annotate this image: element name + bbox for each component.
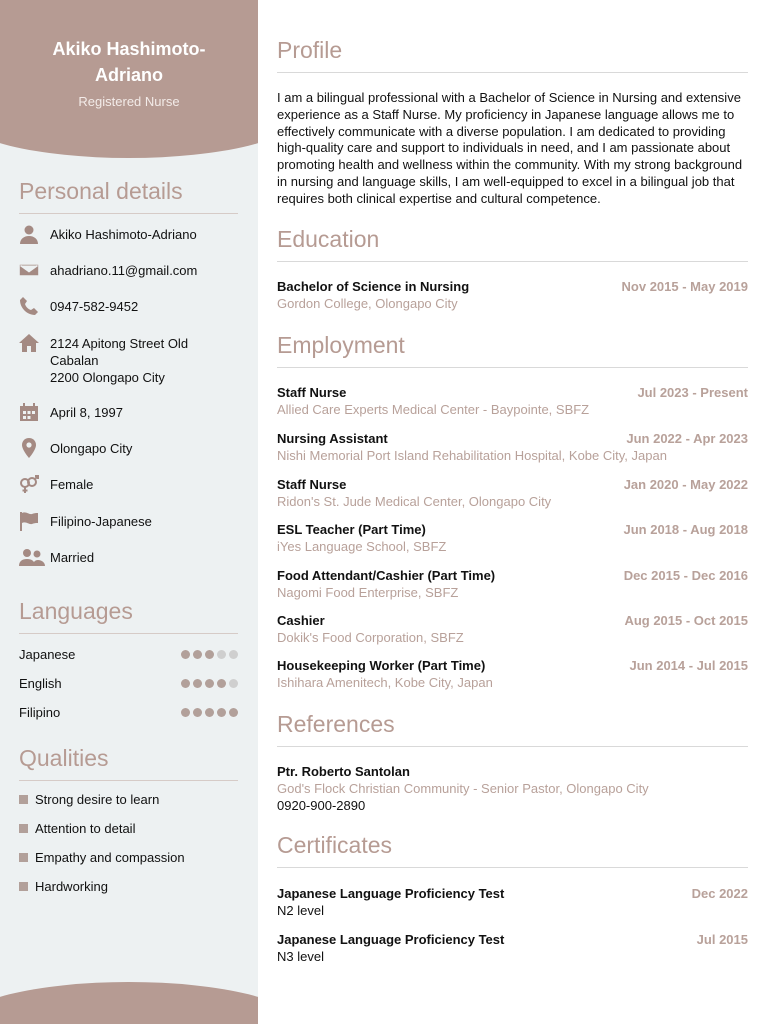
quality-item	[19, 821, 135, 836]
quality-text: Attention to detail	[35, 821, 136, 836]
references-title: References	[277, 711, 748, 747]
certificate-entry	[277, 932, 748, 964]
level-dot-filled	[181, 679, 190, 688]
square-bullet-icon	[19, 824, 28, 833]
level-dot-filled	[205, 708, 214, 717]
detail-nationality	[19, 511, 238, 531]
phone-icon	[19, 296, 39, 316]
entry-title: Housekeeping Worker (Part Time)	[277, 658, 486, 673]
personal-details-list	[19, 224, 238, 574]
entry-employer: Dokik's Food Corporation, SBFZ	[277, 630, 464, 645]
certificate-entry	[277, 886, 748, 918]
level-dot-filled	[181, 708, 190, 717]
language-row	[19, 674, 238, 692]
detail-text: April 8, 1997	[50, 405, 123, 420]
address-text	[50, 333, 238, 386]
qualities-section	[19, 745, 238, 781]
qualities-title: Qualities	[19, 745, 238, 781]
square-bullet-icon	[19, 795, 28, 804]
level-dot-filled	[193, 650, 202, 659]
employment-entry	[277, 522, 748, 554]
language-row	[19, 645, 238, 663]
detail-civil-status	[19, 547, 238, 567]
quality-text: Empathy and compassion	[35, 850, 185, 865]
entry-date: Aug 2015 - Oct 2015	[624, 613, 748, 628]
entry-title: Staff Nurse	[277, 477, 347, 492]
person-icon	[19, 224, 39, 244]
entry-institution: Gordon College, Olongapo City	[277, 296, 458, 311]
profile-title: Profile	[277, 37, 748, 73]
entry-employer: Nishi Memorial Port Island Rehabilitation Hospital, Kobe City, Japan	[277, 448, 667, 463]
reference-entry	[277, 764, 748, 813]
entry-date: Jun 2022 - Apr 2023	[626, 431, 748, 446]
language-level	[181, 708, 238, 717]
languages-title: Languages	[19, 598, 238, 634]
entry-employer: Allied Care Experts Medical Center - Baypointe, SBFZ	[277, 402, 590, 417]
sidebar	[0, 0, 258, 1024]
level-dot-filled	[193, 708, 202, 717]
quality-text: Hardworking	[35, 879, 108, 894]
home-icon	[19, 333, 39, 353]
detail-email	[19, 260, 238, 280]
flag-icon	[19, 511, 39, 531]
language-level	[181, 679, 238, 688]
entry-employer: Ridon's St. Jude Medical Center, Olongapo City	[277, 494, 552, 509]
entry-employer: iYes Language School, SBFZ	[277, 539, 447, 554]
employment-title: Employment	[277, 332, 748, 368]
entry-date: Jun 2018 - Aug 2018	[623, 522, 748, 537]
entry-title: Cashier	[277, 613, 325, 628]
entry-date: Nov 2015 - May 2019	[621, 279, 748, 294]
level-dot-filled	[193, 679, 202, 688]
employment-entry	[277, 658, 748, 690]
main-content	[277, 0, 748, 1024]
language-name: Japanese	[19, 646, 76, 662]
level-dot-filled	[205, 679, 214, 688]
profile-text: I am a bilingual professional with a Bachelor of Science in Nursing and extensive experience as a Staff Nurse. My proficiency in Japanese language allows me to effectively communicate with a diverse population. I am dedicated to providing high-quality care and support to individuals in need, and I am passionate about promoting health and wellness within the community. With my strong background in nursing and language skills, I am well-equipped to excel in a bilingual job that requires both clinical expertise and cultural competence.	[277, 90, 743, 206]
detail-phone	[19, 296, 238, 316]
entry-date: Dec 2022	[691, 886, 748, 901]
language-level	[181, 650, 238, 659]
employment-entry	[277, 613, 748, 645]
detail-text: Female	[50, 477, 94, 492]
envelope-icon	[19, 260, 39, 280]
detail-birthdate	[19, 402, 238, 422]
personal-details-title: Personal details	[19, 178, 238, 214]
entry-title: Bachelor of Science in Nursing	[277, 279, 470, 294]
quality-text: Strong desire to learn	[35, 792, 160, 807]
level-dot-filled	[205, 650, 214, 659]
employment-entry	[277, 385, 748, 417]
quality-item	[19, 792, 159, 807]
certificate-detail: N3 level	[277, 949, 324, 964]
personal-details-section	[19, 178, 238, 214]
languages-list	[19, 645, 238, 735]
languages-section	[19, 598, 238, 634]
education-title: Education	[277, 226, 748, 262]
detail-name	[19, 224, 238, 244]
detail-text: ahadriano.11@gmail.com	[50, 263, 198, 278]
sidebar-footer-band	[0, 982, 258, 1024]
entry-date: Jan 2020 - May 2022	[623, 477, 748, 492]
level-dot-filled	[229, 708, 238, 717]
level-dot-filled	[217, 679, 226, 688]
language-row	[19, 703, 238, 721]
reference-position: God's Flock Christian Community - Senior Pastor, Olongapo City	[277, 781, 649, 796]
employment-entry	[277, 477, 748, 509]
level-dot-empty	[217, 650, 226, 659]
education-entry	[277, 279, 748, 311]
couple-icon	[19, 547, 45, 567]
calendar-icon	[19, 402, 39, 422]
entry-title: Nursing Assistant	[277, 431, 388, 446]
detail-text: 0947-582-9452	[50, 299, 139, 314]
level-dot-filled	[217, 708, 226, 717]
entry-title: Staff Nurse	[277, 385, 347, 400]
detail-gender	[19, 474, 238, 494]
entry-employer: Nagomi Food Enterprise, SBFZ	[277, 585, 459, 600]
employment-entry	[277, 568, 748, 600]
entry-title: Japanese Language Proficiency Test	[277, 886, 505, 901]
quality-item	[19, 879, 108, 894]
level-dot-filled	[181, 650, 190, 659]
detail-city	[19, 438, 238, 458]
entry-date: Jul 2015	[696, 932, 748, 947]
certificates-title: Certificates	[277, 832, 748, 868]
language-name: English	[19, 675, 62, 691]
location-pin-icon	[19, 438, 39, 458]
detail-text: Filipino-Japanese	[50, 514, 152, 529]
detail-address	[19, 333, 238, 386]
reference-contact: 0920-900-2890	[277, 798, 366, 813]
square-bullet-icon	[19, 882, 28, 891]
entry-title: ESL Teacher (Part Time)	[277, 522, 426, 537]
reference-name: Ptr. Roberto Santolan	[277, 764, 410, 779]
entry-title: Japanese Language Proficiency Test	[277, 932, 505, 947]
entry-employer: Ishihara Amenitech, Kobe City, Japan	[277, 675, 493, 690]
detail-text: Akiko Hashimoto-Adriano	[50, 227, 197, 242]
certificate-detail: N2 level	[277, 903, 324, 918]
employment-entry	[277, 431, 748, 463]
qualities-list	[19, 792, 238, 902]
entry-title: Food Attendant/Cashier (Part Time)	[277, 568, 496, 583]
entry-date: Jun 2014 - Jul 2015	[629, 658, 748, 673]
level-dot-empty	[229, 679, 238, 688]
level-dot-empty	[229, 650, 238, 659]
address-line-2: 2200 Olongapo City	[50, 370, 165, 385]
candidate-name: Akiko Hashimoto-Adriano	[52, 39, 206, 85]
detail-text: Married	[50, 550, 95, 565]
quality-item	[19, 850, 185, 865]
language-name: Filipino	[19, 704, 61, 720]
candidate-role: Registered Nurse	[78, 94, 180, 109]
gender-icon	[19, 474, 39, 494]
entry-date: Dec 2015 - Dec 2016	[623, 568, 748, 583]
square-bullet-icon	[19, 853, 28, 862]
address-line-1: 2124 Apitong Street Old Cabalan	[50, 336, 189, 368]
entry-date: Jul 2023 - Present	[637, 385, 748, 400]
detail-text: Olongapo City	[50, 441, 133, 456]
